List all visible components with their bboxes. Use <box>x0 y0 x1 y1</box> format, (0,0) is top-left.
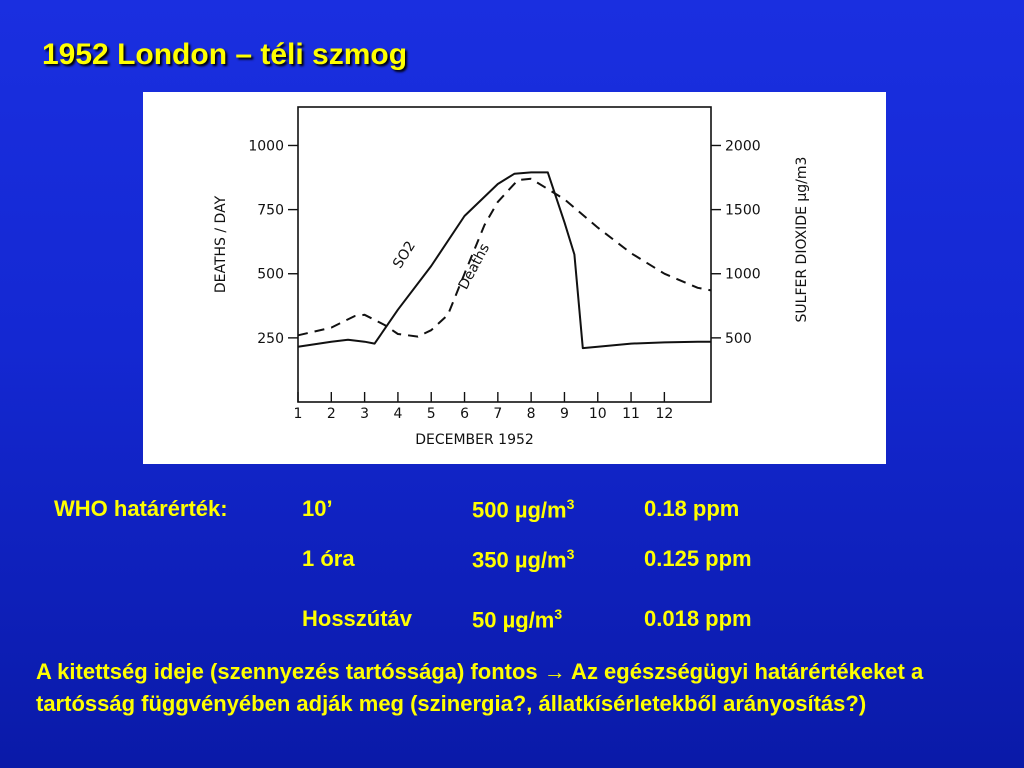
series-line-deaths <box>298 179 711 337</box>
who-duration: 10’ <box>302 496 333 521</box>
who-ppm: 0.18 ppm <box>644 496 740 521</box>
who-label: WHO határérték: <box>54 496 228 521</box>
who-concentration <box>472 546 574 573</box>
x-tick-label: 1 <box>293 406 303 422</box>
left-axis-label: DEATHS / DAY <box>213 195 229 294</box>
left-tick-label: 250 <box>257 330 284 347</box>
right-ticks <box>711 138 761 346</box>
who-ppm: 0.125 ppm <box>644 546 752 571</box>
x-tick-label: 12 <box>655 406 674 422</box>
who-conc-exp: 3 <box>554 606 563 622</box>
chart-panel <box>143 92 886 464</box>
who-concentration <box>472 606 562 633</box>
who-ppm: 0.018 ppm <box>644 606 752 631</box>
who-conc-value: 500 µg/m <box>472 497 567 523</box>
right-tick-label: 2000 <box>725 138 761 155</box>
plot-frame <box>298 107 711 402</box>
plot-border <box>298 107 711 402</box>
who-duration: Hosszútáv <box>302 606 413 631</box>
series-line-so2 <box>298 172 711 348</box>
x-axis-label: DECEMBER 1952 <box>415 432 534 448</box>
who-conc-value: 50 µg/m <box>472 607 555 633</box>
who-conc-value: 350 µg/m <box>472 547 567 573</box>
x-tick-label: 11 <box>622 406 640 422</box>
right-tick-label: 500 <box>725 330 752 347</box>
x-tick-label: 7 <box>493 406 503 422</box>
x-tick-label: 2 <box>326 406 336 422</box>
slide-title: 1952 London – téli szmog <box>42 38 408 71</box>
left-tick-label: 500 <box>257 266 284 283</box>
right-tick-label: 1000 <box>725 266 761 283</box>
who-row <box>0 606 1024 636</box>
who-conc-exp: 3 <box>566 546 575 562</box>
who-row <box>0 496 1024 526</box>
left-ticks <box>248 138 298 346</box>
right-tick-label: 1500 <box>725 202 761 219</box>
deaths-series-label: Deaths <box>455 241 494 293</box>
x-tick-label: 8 <box>526 406 536 422</box>
x-tick-label: 4 <box>393 406 403 422</box>
who-duration: 1 óra <box>302 546 355 571</box>
x-tick-label: 3 <box>360 406 370 422</box>
who-conc-exp: 3 <box>566 496 575 512</box>
x-tick-label: 10 <box>588 406 607 422</box>
x-tick-label: 5 <box>426 406 436 422</box>
left-tick-label: 750 <box>257 202 284 219</box>
series-lines <box>298 172 711 348</box>
smog-chart <box>143 92 886 464</box>
who-row <box>0 546 1024 576</box>
note-text: A kitettség ideje (szennyezés tartóssága) fontos → Az egészségügyi határértékeket a tartósság függvényében adják meg (szinergia?, állatkísérletekből arányosítás?) <box>36 659 924 716</box>
right-axis-label: SULFER DIOXIDE µg/m3 <box>794 156 810 323</box>
x-ticks <box>294 392 674 422</box>
who-concentration <box>472 496 574 523</box>
left-tick-label: 1000 <box>248 138 284 155</box>
x-tick-label: 9 <box>559 406 569 422</box>
x-tick-label: 6 <box>460 406 469 422</box>
so2-series-label: SO2 <box>390 238 419 272</box>
